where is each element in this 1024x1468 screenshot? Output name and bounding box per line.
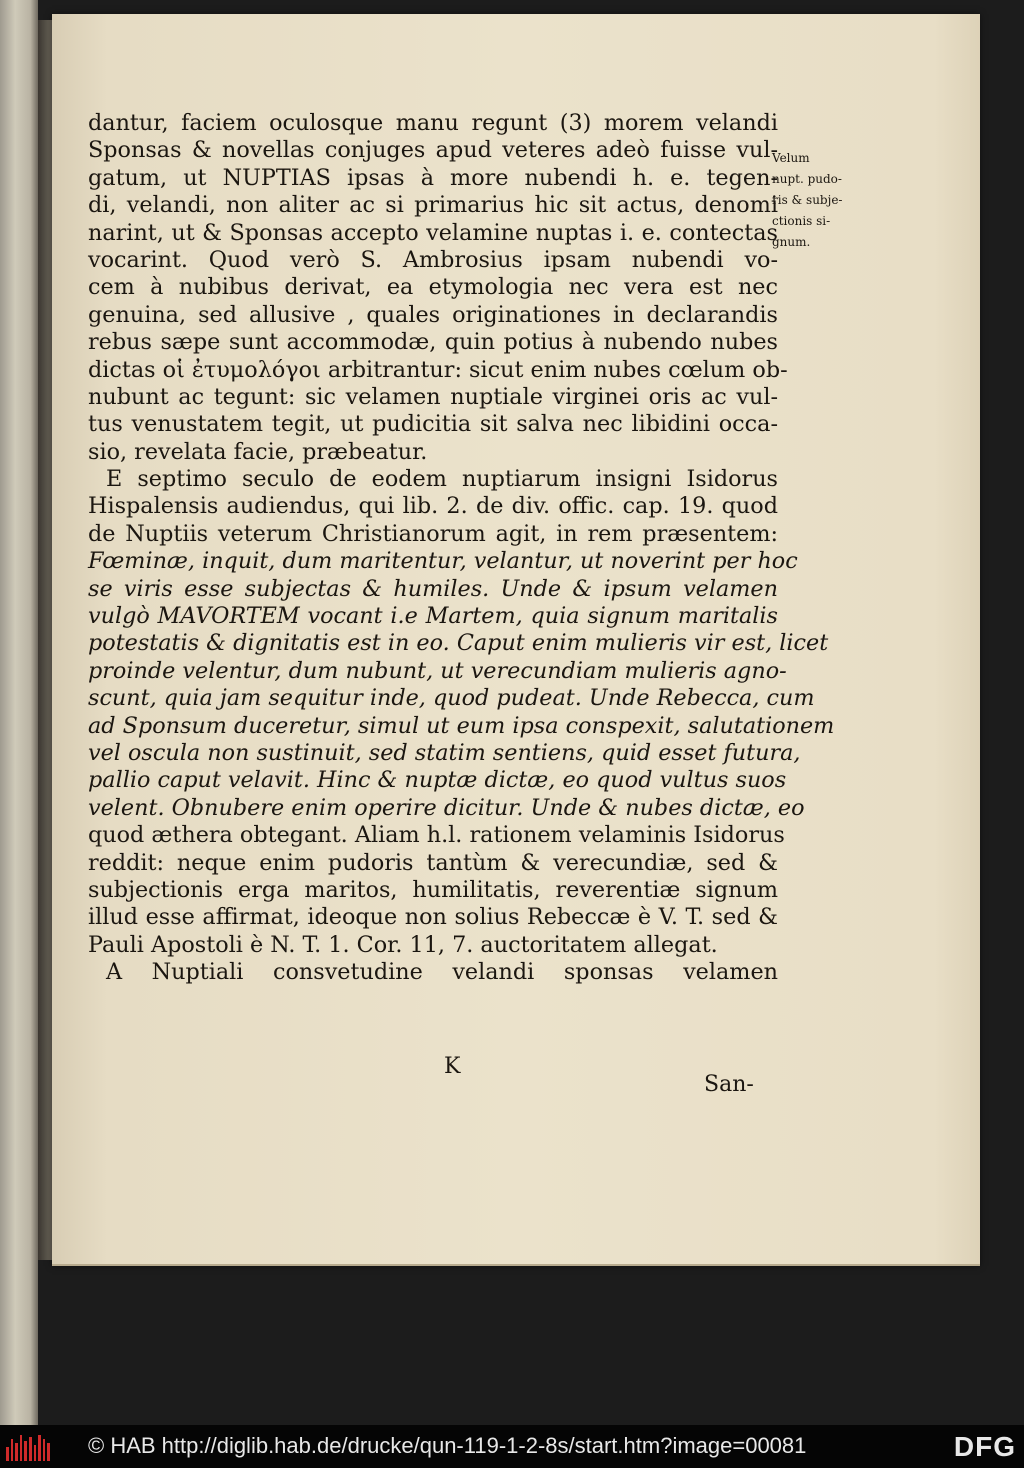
text-line: genuina, sed allusive , quales originationes in declarandis (88, 301, 778, 328)
margin-note (772, 148, 858, 253)
text-line: cem à nubibus derivat, ea etymologia nec vera est nec (88, 274, 778, 301)
text-line: Fœminæ, inquit, dum maritentur, velantur, ut noverint per hoc (88, 548, 798, 575)
text-line: reddit: neque enim pudoris tantùm & verecundiæ, sed & (88, 849, 778, 876)
margin-note-line: ris & subje- (772, 193, 843, 207)
signature-mark: K (444, 1054, 461, 1079)
text-line: A Nuptiali consvetudine velandi sponsas velamen (106, 959, 778, 986)
dfg-logo: DFG (953, 1431, 1016, 1462)
catchword: San- (704, 1072, 754, 1097)
text-line: gatum, ut NUPTIAS ipsas à more nubendi h. e. tegen- (88, 164, 778, 191)
text-line: illud esse affirmat, ideoque non solius Rebeccæ è V. T. sed & (88, 904, 778, 931)
text-line: proinde velentur, dum nubunt, ut verecundiam mulieris agno- (88, 657, 787, 684)
text-line: de Nuptiis veterum Christianorum agit, in rem præsentem: (88, 520, 778, 547)
text-line: di, velandi, non aliter ac si primarius hic sit actus, denomi (88, 192, 778, 219)
text-line: ad Sponsum duceretur, simul ut eum ipsa conspexit, salutationem (88, 712, 835, 739)
text-line: subjectionis erga maritos, humilitatis, reverentiæ signum (88, 876, 778, 903)
text-line: potestatis & dignitatis est in eo. Caput enim mulieris vir est, licet (88, 630, 829, 657)
text-line: rebus sæpe sunt accommodæ, quin potius à nubendo nubes (88, 329, 778, 356)
text-line: se viris esse subjectas & humiles. Unde & ipsum velamen (88, 575, 778, 602)
text-line: tus venustatem tegit, ut pudicitia sit salva nec libidini occa- (88, 411, 778, 438)
margin-note-line: ctionis si- (772, 214, 831, 228)
text-line: dantur, faciem oculosque manu regunt (3) morem velandi (88, 110, 778, 136)
text-line: velent. Obnubere enim operire dicitur. Unde & nubes dictæ, eo (88, 794, 805, 821)
text-line: quod æthera obtegant. Aliam h.l. rationem velaminis Isidorus (88, 822, 785, 849)
footer-bar (0, 1425, 1024, 1468)
text-line: scunt, quia jam sequitur inde, quod pudeat. Unde Rebecca, cum (88, 685, 815, 712)
margin-note-line: gnum. (772, 235, 811, 249)
text-line: E septimo seculo de eodem nuptiarum insigni Isidorus (106, 466, 778, 493)
text-line: dictas οἱ ἐτυμολόγοι arbitrantur: sicut enim nubes cœlum ob- (88, 356, 788, 383)
text-line: nubunt ac tegunt: sic velamen nuptiale virginei oris ac vul- (88, 383, 778, 410)
text-line: Pauli Apostoli è N. T. 1. Cor. 11, 7. auctoritatem allegat. (88, 931, 718, 958)
text-line: Hispalensis audiendus, qui lib. 2. de div. offic. cap. 19. quod (88, 493, 778, 520)
margin-note-line: Velum (772, 151, 810, 165)
book-page (52, 14, 980, 1266)
text-line: sio, revelata facie, præbeatur. (88, 438, 428, 465)
text-line: narint, ut & Sponsas accepto velamine nuptas i. e. contectas (88, 219, 778, 246)
footer-credit-link[interactable]: © HAB http://diglib.hab.de/drucke/qun-119-1-2-8s/start.htm?image=00081 (88, 1433, 807, 1458)
text-line: vocarint. Quod verò S. Ambrosius ipsam nubendi vo- (88, 246, 778, 273)
left-page-edge (0, 0, 38, 1425)
text-line: vulgò MAVORTEM vocant i.e Martem, quia signum maritalis (88, 603, 778, 630)
hab-logo-icon (6, 1433, 50, 1461)
text-line: pallio caput velavit. Hinc & nuptæ dictæ, eo quod vultus suos (88, 767, 787, 794)
text-line: Sponsas & novellas conjuges apud veteres adeò fuisse vul- (88, 137, 778, 164)
margin-note-line: nupt. pudo- (772, 172, 842, 186)
text-line: vel oscula non sustinuit, sed statim sentiens, quid esset futura, (88, 739, 801, 766)
